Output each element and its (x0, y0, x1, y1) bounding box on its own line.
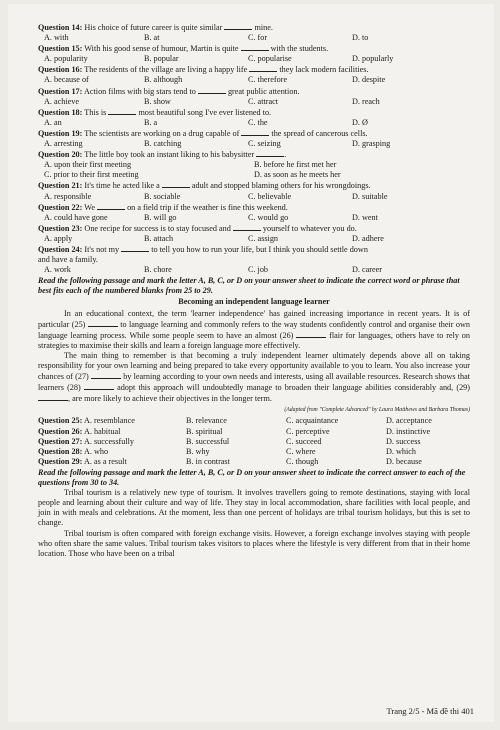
question-22: Question 22: We on a field trip if the weather is fine this weekend. A. could have gone B. will go C. would go D. went (38, 202, 378, 222)
instruction-25-29: Read the following passage and mark the letter A, B, C, or D on your answer sheet to indicate the correct word or phrase that best fits each of the numbered blanks from 25 to 29. (38, 276, 460, 296)
question-label: Question 14: (38, 23, 83, 32)
question-15: Question 15: With his good sense of humour, Martin is quite with the students. A. popularity B. popular C. popularise D. popularly (38, 44, 394, 64)
passage-paragraph-3: Tribal tourism is a relatively new type of tourism. It involves travellers going to remote destinations, staying with local people and learning about their culture and way of life. They stay in local accommodation, share facilities with local people, and join in with meals and celebrations. At the moment, less than one percent of holidays are tribal tourism holidays, but this is set to change. (38, 488, 470, 528)
question-24: Question 24: It's not my to tell you how to run your life, but I think you should settle down and have a family. A. work B. chore C. job D. career (38, 244, 382, 275)
instruction-30-34: Read the following passage and mark the letter A, B, C, or D on your answer sheet to indicate the correct answer to each of the questions from 30 to 34. (38, 467, 466, 488)
exam-page (8, 4, 494, 722)
page-footer: Trang 2/5 - Mã đề thi 401 (386, 706, 474, 716)
passage-paragraph-4: Tribal tourism is often compared with foreign exchange visits. However, a foreign exchange involves staying with people who often share the same values. Tribal tourism takes visitors to places where the lifestyle is very different from that in their home location. Those who have been on a tribal (38, 528, 470, 558)
answer-options-25-29: Question 25: A. resemblance B. relevance C. acquaintance D. acceptance Question 26: A. habitual B. spiritual C. perceptive D. instinctive Question 27: A. successfully B. successful C. succeed D. success Question 28: A. who B. why C. where D. which Question 29: A. as a result B. in contrast C. though D. because (38, 416, 432, 466)
exam-content (38, 22, 470, 559)
question-20: Question 20: The little boy took an instant liking to his babysitter . A. upon their first meeting B. before he first met her C. prior to their first meeting D. as soon as he meets her (38, 150, 341, 180)
passage-paragraph-2: The main thing to remember is that becoming a truly independent learner ultimately depends above all on taking responsibility for your own learning and being prepared to take every opportunity available to you to learn. You also increase your chances of (27) by learning according to your own needs and interests, using all available resources. Research shows that learners (28) adopt this approach will undoubtedly manage to broaden their language abilities considerably and, (29) , are more likely to achieve their objectives in the longer term. (38, 350, 470, 404)
question-21: Question 21: It's time he acted like a adult and stopped blaming others for his wrongdoings. A. responsible B. sociable C. believable D. suitable (38, 181, 388, 201)
blank (224, 22, 252, 30)
question-14: Question 14: His choice of future career is quite similar mine. A. with B. at C. for D. to (38, 23, 369, 43)
question-16: Question 16: The residents of the village are living a happy life they lack modern facilities. A. because of B. although C. therefore D. despite (38, 65, 386, 85)
question-17: Question 17: Action films with big stars tend to great public attention. A. achieve B. show C. attract D. reach (38, 86, 380, 106)
question-23: Question 23: One recipe for success is to stay focused and yourself to whatever you do. A. apply B. attach C. assign D. adhere (38, 223, 384, 243)
passage-paragraph-1: In an educational context, the term 'learner independence' has gained increasing importance in recent years. It is of particular (25) to language learning and commonly refers to the way students confidently control and organise their own language learning process. While some people seem to have an almost (26) flair for languages, others have to rely on strategies to maximise their skills and learn a foreign language more effectively. (38, 308, 471, 350)
question-19: Question 19: The scientists are working on a drug capable of the spread of cancerous cells. A. arresting B. catching C. seizing D. grasping (38, 128, 391, 149)
question-18: Question 18: This is most beautiful song I've ever listened to. A. an B. a C. the D. Ø (38, 107, 368, 127)
passage-title: Becoming an independent language learner (178, 297, 330, 307)
passage-source: (Adapted from "Complete Advanced" by Laura Matthews and Barbara Thomas) (284, 407, 470, 414)
